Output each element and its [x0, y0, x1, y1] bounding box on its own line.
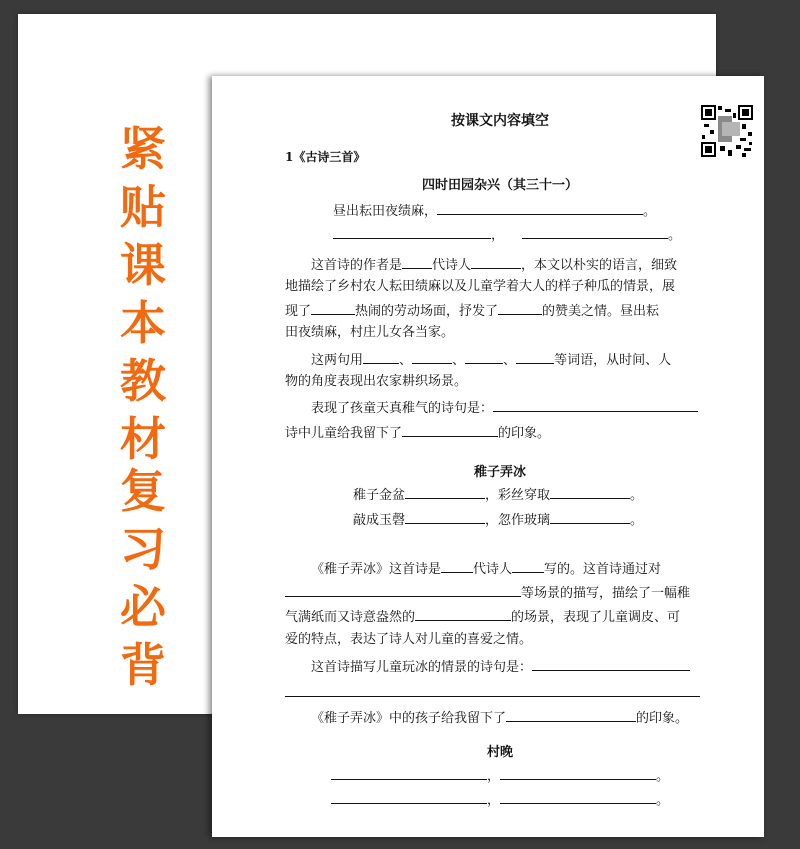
text: 现了 — [285, 304, 312, 319]
text: 。 — [656, 793, 670, 808]
text: 、 — [399, 353, 413, 368]
paragraph-line — [285, 302, 659, 320]
blank-field — [550, 511, 630, 524]
blank-field — [285, 584, 521, 597]
text: ， — [487, 769, 501, 784]
poem-title: 村晚 — [486, 745, 513, 760]
blank-field — [550, 486, 630, 499]
text: 这首诗的作者是 — [311, 258, 403, 273]
text: 的场景，表现了儿童调皮、可 — [511, 610, 681, 625]
blank-field — [532, 658, 690, 671]
tagline-top — [108, 120, 178, 468]
tagline-bottom — [108, 462, 178, 694]
blank-field — [331, 767, 487, 780]
paragraph-line: 地描绘了乡村农人耘田绩麻以及儿童学着大人的样子种瓜的情景，展 — [285, 279, 676, 294]
poem-line — [353, 511, 643, 529]
text: 代诗人 — [473, 562, 513, 577]
blank-field — [498, 302, 542, 315]
poem-line — [353, 486, 643, 504]
text: 这首诗描写儿童玩冰的情景的诗句是： — [311, 660, 533, 675]
tagline-char: 紧 — [120, 122, 166, 176]
poem-punct: 。 — [643, 204, 657, 219]
blank-field — [405, 511, 485, 524]
answer-line — [285, 696, 700, 697]
text: 。 — [630, 513, 644, 528]
paragraph-line — [311, 560, 661, 578]
blank-field — [333, 226, 491, 239]
paragraph-line — [285, 584, 690, 602]
blank-field — [311, 302, 355, 315]
qr-code-icon — [700, 104, 754, 158]
blank-field — [441, 560, 473, 573]
text: 诗中儿童给我留下了 — [285, 426, 403, 441]
page-title: 按课文内容填空 — [451, 113, 549, 129]
paragraph-line — [311, 709, 688, 727]
tagline-char: 背 — [120, 638, 166, 692]
poem-line — [333, 226, 681, 244]
text: 、 — [503, 353, 517, 368]
text: 等词语，从时间、人 — [554, 353, 672, 368]
poem-punct: ， — [491, 228, 505, 243]
text: 代诗人 — [432, 258, 472, 273]
text: ， — [487, 793, 501, 808]
paragraph-line — [311, 256, 677, 274]
text: 表现了孩童天真稚气的诗句是： — [311, 401, 494, 416]
text: 、 — [452, 353, 466, 368]
tagline-char: 习 — [120, 522, 166, 576]
blank-field — [405, 486, 485, 499]
tagline-char: 贴 — [120, 180, 166, 234]
poem-punct: 。 — [668, 228, 682, 243]
blank-field — [500, 791, 656, 804]
text: 稚子金盆 — [353, 488, 406, 503]
text: 《稚子弄冰》中的孩子给我留下了 — [311, 711, 507, 726]
text: 的印象。 — [498, 426, 551, 441]
text: 气满纸而又诗意盎然的 — [285, 610, 416, 625]
blank-field — [402, 256, 432, 269]
blank-field — [512, 560, 544, 573]
paragraph-line — [285, 424, 550, 442]
paragraph-line: 爱的特点，表达了诗人对儿童的喜爱之情。 — [285, 632, 533, 647]
text: 这两句用 — [311, 353, 364, 368]
tagline-char: 必 — [120, 580, 166, 634]
text: 等场景的描写，描绘了一幅稚 — [521, 586, 691, 601]
paragraph-line: 田夜绩麻，村庄儿女各当家。 — [285, 325, 455, 340]
tagline-char: 本 — [120, 296, 166, 350]
text: 的印象。 — [636, 711, 689, 726]
tagline-char: 课 — [120, 238, 166, 292]
paragraph-line — [285, 608, 680, 626]
poem-text: 昼出耘田夜绩麻， — [333, 204, 438, 219]
tagline-char: 材 — [120, 412, 166, 466]
paragraph-line: 物的角度表现出农家耕织场景。 — [285, 374, 468, 389]
blank-field — [412, 351, 452, 364]
text: 《稚子弄冰》这首诗是 — [311, 562, 442, 577]
text: ，本文以朴实的语言，细致 — [521, 258, 678, 273]
text: ，彩丝穿取 — [485, 488, 551, 503]
text: 写的。这首诗通过对 — [544, 562, 662, 577]
blank-field — [402, 424, 498, 437]
text: 的赞美之情。昼出耘 — [542, 304, 660, 319]
poem-line — [331, 791, 669, 809]
lesson-heading: 1《古诗三首》 — [285, 150, 366, 164]
paragraph-line — [311, 351, 671, 369]
text: 敲成玉磬 — [353, 513, 406, 528]
blank-field — [522, 226, 668, 239]
blank-field — [331, 791, 487, 804]
blank-field — [363, 351, 399, 364]
front-worksheet-page — [212, 76, 764, 837]
poem-title: 四时田园杂兴（其三十一） — [421, 178, 578, 193]
paragraph-line — [311, 399, 698, 417]
text: 。 — [656, 769, 670, 784]
poem-line — [331, 767, 669, 785]
blank-field — [465, 351, 503, 364]
text: 热闹的劳动场面，抒发了 — [355, 304, 499, 319]
text: ，忽作玻璃 — [485, 513, 551, 528]
tagline-char: 教 — [120, 354, 166, 408]
poem-title: 稚子弄冰 — [473, 465, 526, 480]
blank-field — [415, 608, 511, 621]
paragraph-line — [311, 658, 690, 676]
blank-field — [506, 709, 636, 722]
tagline-char: 复 — [120, 464, 166, 518]
blank-field — [500, 767, 656, 780]
poem-line — [333, 202, 656, 220]
text: 。 — [630, 488, 644, 503]
blank-field — [471, 256, 521, 269]
blank-field — [493, 399, 698, 412]
blank-field — [516, 351, 554, 364]
blank-field — [437, 202, 643, 215]
